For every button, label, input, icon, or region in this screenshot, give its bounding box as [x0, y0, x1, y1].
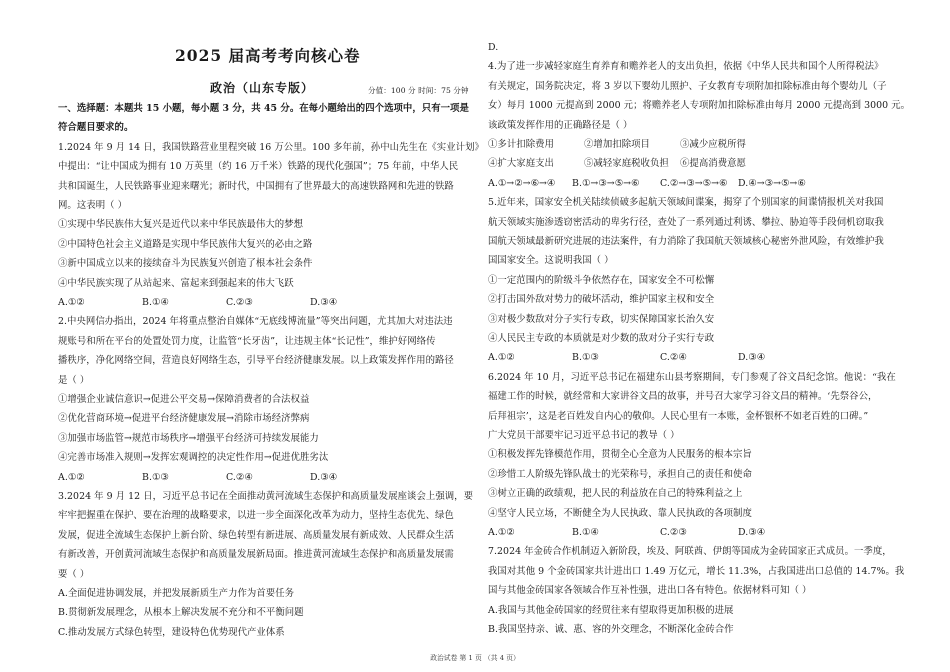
text-line: 网。这表明（ ） [58, 200, 128, 211]
text-line: ①积极发挥先锋模范作用，贯彻全心全意为人民服务的根本宗旨 [488, 449, 752, 461]
text-line: 有关规定，国务院决定，将 3 岁以下婴幼儿照护、子女教育专项附加扣除标准由每个婴幼儿（子 [488, 80, 887, 92]
text-line: 中提出：“让中国成为拥有 10 万英里（约 16 万千米）铁路的现代化强国”；75 年前，中华人民 [58, 161, 459, 173]
option-text: ⑥提高消费意愿 [680, 158, 746, 170]
text-line: 规账号和所在平台的处置处罚力度，让监管“长牙齿”，让违规主体“长记性”，维护好网络传 [58, 335, 436, 347]
option-text: B.①④ [572, 527, 599, 538]
text-line: A.我国与其他金砖国家的经贸往来有望取得更加积极的进展 [488, 604, 734, 616]
text-line: 我国对其他 9 个金砖国家共计进出口 1.49 万亿元，增长 11.3%，占我国进出口总值的 14.7%。我 [488, 565, 905, 577]
option-text: C.②④ [226, 471, 253, 483]
text-line: ②珍惜工人阶级先锋队战士的光荣称号，承担自己的责任和使命 [488, 468, 752, 480]
text-line: 一、选择题：本题共 15 小题，每小题 3 分，共 45 分。在每小题给出的四个选项中，只有一项是 [58, 103, 469, 114]
text-line: 1.2024 年 9 月 14 日，我国铁路营业里程突破 16 万公里。100 多年前，孙中山先生在《实业计划》 [58, 141, 484, 153]
text-line: ②优化营商环境→促进平台经济健康发展→消除市场经济弊病 [58, 413, 310, 425]
text-line: 符合题目要求的。 [58, 122, 134, 134]
text-line: 3.2024 年 9 月 12 日，习近平总书记在全面推动黄河流域生态保护和高质量发展座谈会上强调，要 [58, 491, 474, 502]
text-line: 5.近年来，国家安全机关陆续侦破多起航天领域间谍案，揭穿了个别国家的间谍情报机关对我国 [488, 197, 884, 209]
text-line: 6.2024 年 10 月，习近平总书记在福建东山县考察期间，专门参观了谷文昌纪念馆。他说：“我在 [488, 371, 896, 383]
text-line: ②打击国外敌对势力的破坏活动，维护国家主权和安全 [488, 294, 715, 306]
option-text: D.③④ [738, 352, 766, 364]
paper-subject: 政治（山东专版） [210, 81, 315, 95]
text-line: 7.2024 年金砖合作机制迈入新阶段，埃及、阿联酋、伊朗等国成为金砖国家正式成员。一季度， [488, 546, 892, 558]
option-text: ④扩大家庭支出 [488, 158, 554, 170]
text-line: 牢牢把握重在保护、要在治理的战略要求，以进一步全面深化改革为动力，坚持生态优先、绿色 [58, 510, 454, 522]
text-line: 是（ ） [58, 374, 90, 386]
option-text: C.②③ [226, 297, 253, 308]
paper-meta: 分值：100 分 时间：75 分钟 [368, 86, 469, 95]
text-line: ④完善市场准入规则→发挥宏观调控的决定性作用→促进优胜劣汰 [58, 452, 329, 464]
text-line: 国航天领域最新研究进展的违法案件，有力消除了我国航天领域核心秘密外泄风险，有效维护我 [488, 236, 884, 247]
text-line: C.推动发展方式绿色转型，建设特色优势现代产业体系 [58, 626, 285, 638]
text-line: 4.为了进一步减轻家庭生育养育和赡养老人的支出负担，依据《中华人民共和国个人所得税法》 [488, 61, 884, 73]
option-text: A.①② [58, 297, 85, 308]
text-line: D. [488, 42, 499, 53]
option-text: A.①② [488, 352, 515, 364]
option-text: D.④→③→⑤→⑥ [738, 177, 806, 189]
option-text: B.①④ [142, 297, 169, 308]
text-line: ④人民民主专政的本质就是对少数的敌对分子实行专政 [488, 333, 715, 344]
option-text: ③减少应税所得 [680, 139, 746, 150]
text-line: 国国家安全。这说明我国（ ） [488, 255, 614, 267]
option-text: B.①→③→⑤→⑥ [572, 177, 640, 189]
text-line: B.贯彻新发展理念，从根本上解决发展不充分和不平衡问题 [58, 607, 304, 619]
text-line: ④中华民族实现了从站起来、富起来到强起来的伟大飞跃 [58, 277, 294, 289]
text-line: ③加强市场监管→规范市场秩序→增强平台经济可持续发展能力 [58, 432, 319, 444]
option-text: ②增加扣除项目 [584, 139, 650, 150]
text-line: 要（ ） [58, 568, 90, 580]
option-text: A.①② [58, 471, 85, 483]
text-line: 播秩序，净化网络空间，营造良好网络生态，引导平台经济健康发展。以上政策发挥作用的路径 [58, 355, 454, 367]
text-line: 国与其他金砖国家各领域合作互补性强，进出口各有特色。依据材料可知（ ） [488, 585, 812, 597]
paper-title: 2025 届高考考向核心卷 [175, 46, 361, 65]
text-line: 航天领域实施渗透窃密活动的卑劣行径，查处了一系列通过利诱、攀拉、胁迫等手段伺机窃取我 [488, 216, 884, 228]
option-text: ①多计扣除费用 [488, 139, 554, 150]
text-line: 2.中央网信办指出，2024 年将重点整治自媒体“无底线博流量”等突出问题，尤其加大对违法违 [58, 316, 453, 328]
option-text: D.③④ [738, 527, 766, 538]
text-line: 女）每月 1000 元提高到 2000 元；将赡养老人专项附加扣除标准由每月 2000 元提高到 3000 元。 [488, 100, 911, 112]
option-text: D.③④ [310, 471, 338, 483]
text-line: 有新改善，开创黄河流域生态保护和高质量发展新局面。推进黄河流域生态保护和高质量发展需 [58, 549, 454, 561]
option-text: A.①② [488, 527, 515, 538]
text-line: ③新中国成立以来的接续奋斗为民族复兴创造了根本社会条件 [58, 258, 313, 270]
text-line: 福建工作的时候，就经常和大家讲谷文昌的故事，并号召大家学习谷文昌的精神。‘先祭谷公， [488, 391, 878, 403]
text-line: B.我国坚持亲、诚、惠、容的外交理念，不断深化金砖合作 [488, 624, 734, 635]
option-text: C.②④ [660, 352, 687, 364]
option-text: D.③④ [310, 297, 338, 308]
option-text: B.①③ [572, 352, 599, 364]
text-line: 共和国诞生，人民铁路事业迎来曙光；新时代，中国拥有了世界最大的高速铁路网和先进的铁路 [58, 180, 454, 192]
text-line: ①一定范围内的阶级斗争依然存在，国家安全不可松懈 [488, 274, 715, 286]
text-line: ③树立正确的政绩观，把人民的利益放在自己的特殊利益之上 [488, 488, 743, 500]
option-text: A.①→②→⑥→④ [488, 177, 556, 189]
option-text: C.②→③→⑤→⑥ [660, 177, 728, 189]
text-line: ①实现中华民族伟大复兴是近代以来中华民族最伟大的梦想 [58, 219, 304, 231]
page-footer: 政治试卷 第 1 页 （共 4 页） [430, 654, 520, 662]
text-line: A.全面促进协调发展，并把发展新质生产力作为首要任务 [58, 588, 295, 599]
text-line: 该政策发挥作用的正确路径是（ ） [488, 119, 633, 131]
text-line: ③对极少数敌对分子实行专政，切实保障国家长治久安 [488, 313, 715, 325]
option-text: ⑤减轻家庭税收负担 [584, 158, 669, 170]
option-text: C.②③ [660, 527, 687, 538]
text-line: ①增强企业诚信意识→促进公平交易→保障消费者的合法权益 [58, 394, 310, 405]
text-line: 广大党员干部要牢记习近平总书记的教导（ ） [488, 430, 680, 441]
text-line: 发展，促进全流域生态保护上新台阶、绿色转型有新进展、高质量发展有新成效、人民群众生活 [58, 529, 454, 541]
text-line: 后拜祖宗’，这是老百姓发自内心的敬仰。人民心里有一本账，金杯银杯不如老百姓的口碑。” [488, 410, 869, 422]
option-text: B.①③ [142, 471, 169, 483]
text-line: ②中国特色社会主义道路是实现中华民族伟大复兴的必由之路 [58, 238, 313, 250]
text-line: ④坚守人民立场，不断健全为人民执政、靠人民执政的各项制度 [488, 507, 752, 519]
